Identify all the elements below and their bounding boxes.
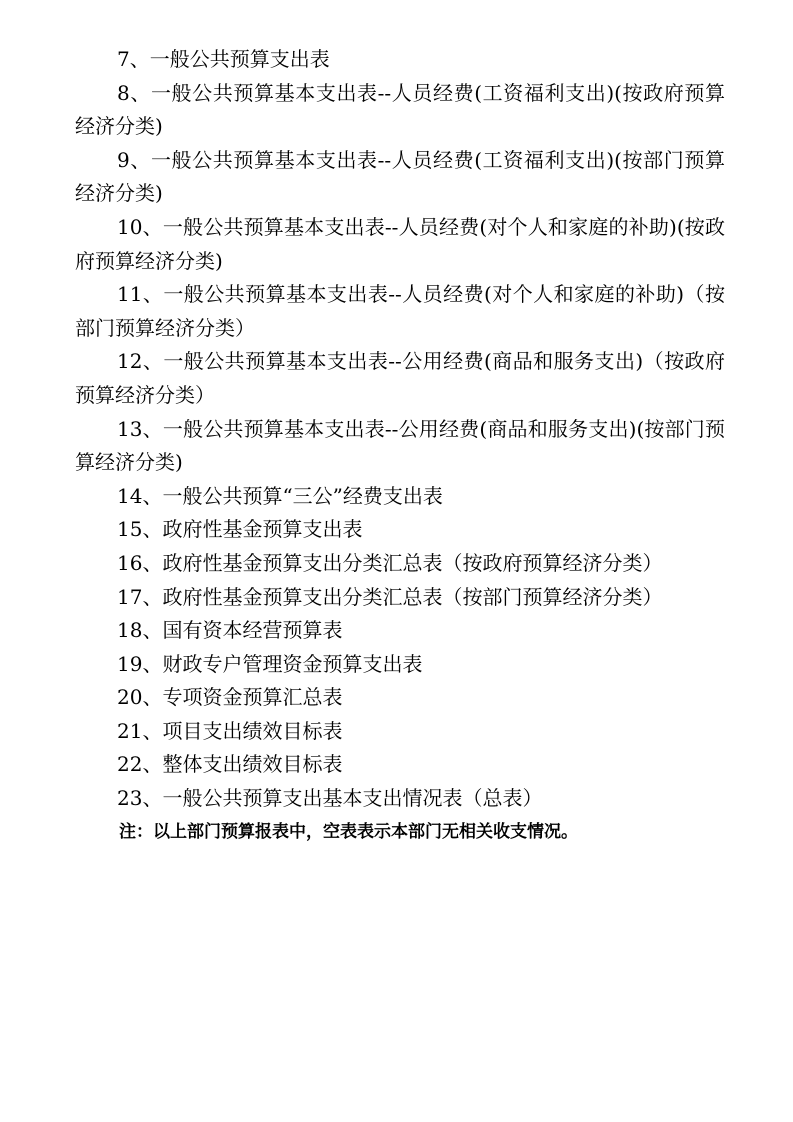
list-item-21: 21、项目支出绩效目标表	[117, 718, 343, 743]
list-item-7: 7、一般公共预算支出表	[117, 47, 330, 71]
list-item-20: 20、专项资金预算汇总表	[117, 685, 343, 710]
list-item-15: 15、政府性基金预算支出表	[117, 517, 363, 542]
report-list	[75, 43, 725, 849]
list-item-17: 17、政府性基金预算支出分类汇总表（按部门预算经济分类）	[117, 584, 663, 609]
list-item-11: 11、一般公共预算基本支出表--人员经费(对个人和家庭的补助)（按部门预算经济分类）	[75, 282, 725, 340]
list-item-12: 12、一般公共预算基本支出表--公用经费(商品和服务支出)（按政府预算经济分类）	[75, 349, 725, 407]
list-item-14: 14、一般公共预算“三公”经费支出表	[117, 483, 443, 508]
list-item-10: 10、一般公共预算基本支出表--人员经费(对个人和家庭的补助)(按政府预算经济分类)	[75, 214, 725, 273]
list-item-16: 16、政府性基金预算支出分类汇总表（按政府预算经济分类）	[117, 550, 663, 575]
list-item-18: 18、国有资本经营预算表	[117, 618, 343, 643]
footnote: 注：以上部门预算报表中，空表表示本部门无相关收支情况。	[119, 821, 578, 842]
list-item-23: 23、一般公共预算支出基本支出情况表（总表）	[117, 786, 543, 811]
list-item-9: 9、一般公共预算基本支出表--人员经费(工资福利支出)(按部门预算经济分类)	[75, 147, 725, 206]
list-item-13: 13、一般公共预算基本支出表--公用经费(商品和服务支出)(按部门预算经济分类)	[75, 416, 725, 475]
list-item-22: 22、整体支出绩效目标表	[117, 752, 343, 777]
list-item-19: 19、财政专户管理资金预算支出表	[117, 651, 423, 676]
list-item-8: 8、一般公共预算基本支出表--人员经费(工资福利支出)(按政府预算经济分类)	[75, 80, 725, 139]
